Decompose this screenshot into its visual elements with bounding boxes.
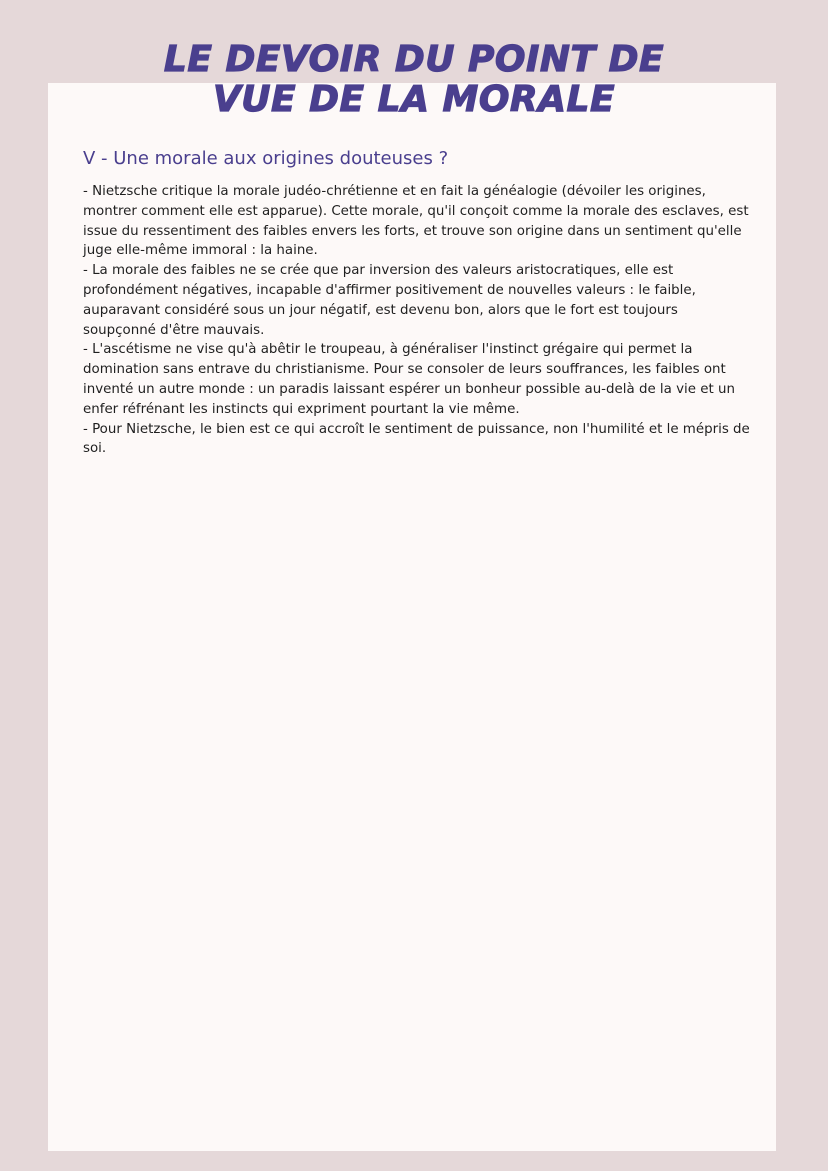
paragraph-1: - Nietzsche critique la morale judéo-chrétienne et en fait la généalogie (dévoiler les origines, montrer comment elle est apparue). Cette morale, qu'il conçoit comme la morale des esclaves, est issue du ressentiment des faibles envers les forts, et trouve son origine dans un sentiment qu'elle juge elle-même immoral : la haine.	[83, 184, 749, 259]
paragraph-3: - L'ascétisme ne vise qu'à abêtir le troupeau, à généraliser l'instinct grégaire qui permet la domination sans entrave du christianisme. Pour se consoler de leurs souffrances, les faibles ont inventé un autre monde : un paradis laissant espérer un bonheur possible au-delà de la vie et un enfer réfrénant les instincts qui expriment pourtant la vie même.	[83, 342, 735, 417]
page-title-line-2: VUE DE LA MORALE	[212, 79, 616, 120]
paragraph-2: - La morale des faibles ne se crée que par inversion des valeurs aristocratiques, elle est profondément négatives, incapable d'affirmer positivement de nouvelles valeurs : le faible, auparavant considéré sous un jour négatif, est devenu bon, alors que le fort est toujours soupçonné d'être mauvais.	[83, 263, 696, 338]
paragraph-4: - Pour Nietzsche, le bien est ce qui accroît le sentiment de puissance, non l'humilité et le mépris de soi.	[83, 421, 750, 457]
page-title-line-1: LE DEVOIR DU POINT DE	[163, 39, 665, 80]
body-text	[83, 182, 755, 459]
section-heading: V - Une morale aux origines douteuses ?	[83, 148, 449, 169]
page-title	[0, 40, 828, 120]
